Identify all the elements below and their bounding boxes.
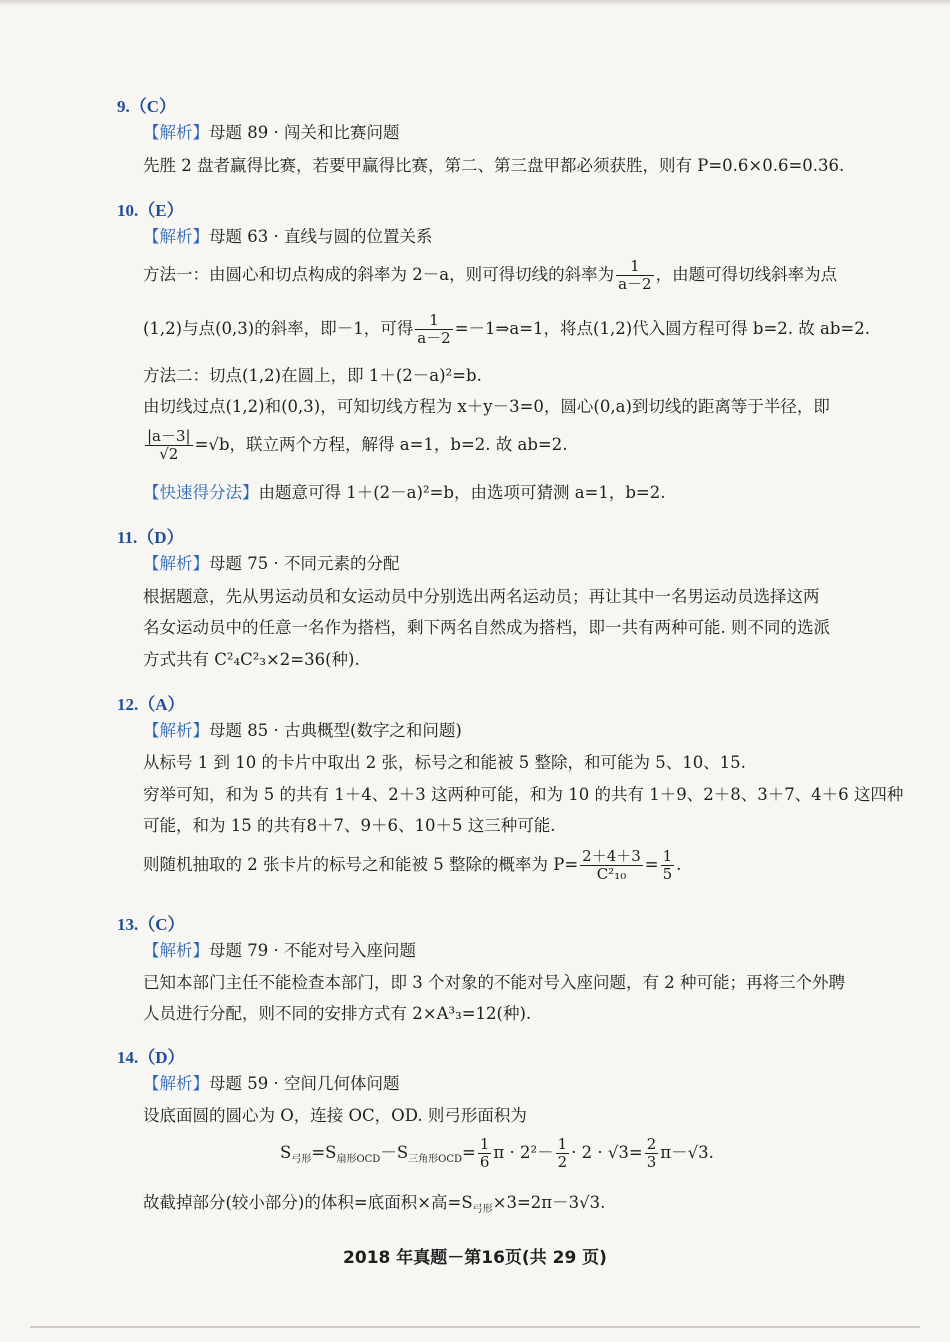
q11-line-1: 根据题意，先从男运动员和女运动员中分别选出两名运动员；再让其中一名男运动员选择这两 [143, 587, 820, 606]
q14-topic [143, 1073, 399, 1095]
fraction [556, 1136, 570, 1171]
bottom-edge [30, 1326, 920, 1328]
denominator: 2 [557, 1153, 568, 1171]
page-footer: 2018 年真题－第16页(共 29 页) [343, 1248, 607, 1268]
numerator: 1 [616, 258, 654, 276]
q12-line-2: 穷举可知，和为 5 的共有 1＋4、2＋3 这两种可能，和为 10 的共有 1＋9、2＋8、3＋7、4＋6 这四种 [143, 785, 904, 804]
q13-line-1: 已知本部门主任不能检查本部门，即 3 个对象的不能对号入座问题，有 2 种可能；再将三个外聘 [143, 973, 845, 992]
denominator: a－2 [618, 275, 652, 293]
text: =√b，联立两个方程，解得 a=1，b=2. 故 ab=2. [194, 435, 568, 454]
q11-line-2: 名女运动员中的任意一名作为搭档，剩下两名自然成为搭档，即一共有两种可能. 则不同的选派 [143, 618, 830, 637]
q9-line-1: 先胜 2 盘者赢得比赛，若要甲赢得比赛，第二、第三盘甲都必须获胜，则有 P=0.6×0.6=0.36. [143, 156, 845, 175]
topic-text: 母题 63 · 直线与圆的位置关系 [209, 227, 433, 246]
denominator: √2 [159, 445, 179, 463]
q14-number: 14.（D） [117, 1048, 185, 1067]
q14-line-1: 设底面圆的圆心为 O，连接 OC，OD. 则弓形面积为 [143, 1106, 527, 1125]
numerator: |a－3| [147, 427, 191, 445]
subscript: 三角形OCD [408, 1154, 463, 1165]
q10-line-3: 方法二：切点(1,2)在圆上，即 1＋(2－a)²=b. [143, 366, 482, 385]
analysis-tag: 【解析】 [143, 554, 209, 573]
q10-topic [143, 226, 432, 248]
symbol-s: S [280, 1143, 292, 1162]
analysis-tag: 【解析】 [143, 123, 209, 142]
denominator: 3 [646, 1153, 657, 1171]
q9-number: 9.（C） [117, 97, 177, 116]
denominator: 6 [479, 1153, 490, 1171]
q11-topic [143, 553, 399, 575]
q12-line-1: 从标号 1 到 10 的卡片中取出 2 张，标号之和能被 5 整除，和可能为 5、10、15. [143, 753, 746, 772]
denominator: C²₁₀ [596, 865, 627, 883]
subscript: 弓形 [291, 1154, 312, 1165]
text: · 2 · √3= [571, 1143, 643, 1162]
q10-line-5 [143, 428, 568, 463]
denominator: 5 [662, 865, 673, 883]
fraction [478, 1136, 492, 1171]
q10-line-4: 由切线过点(1,2)和(0,3)，可知切线方程为 x＋y－3=0，圆心(0,a)到切线的距离等于半径，即 [143, 397, 830, 416]
q12-line-3: 可能，和为 15 的共有8＋7、9＋6、10＋5 这三种可能. [143, 816, 556, 835]
text: 故截掉部分(较小部分)的体积=底面积×高=S [143, 1193, 473, 1212]
analysis-tag: 【解析】 [143, 941, 209, 960]
fast-method-tag: 【快速得分法】 [143, 483, 259, 502]
q9-topic [143, 122, 399, 144]
subscript: 弓形 [472, 1204, 493, 1215]
q14-equation: $S_{弓形}=S_{扇形OCD}-S_{三角形OCD}=$ $\frac{1}{6}$ π · 2²－ $\frac{1}{2}$ · 2 · √3= $\frac{2}{3}$ π－√3. [280, 1135, 714, 1171]
top-edge [0, 0, 950, 6]
text: =－1⇒a=1，将点(1,2)代入圆方程可得 b=2. 故 ab=2. [454, 319, 870, 338]
topic-text: 母题 59 · 空间几何体问题 [209, 1074, 400, 1093]
fraction [616, 258, 654, 293]
q12-line-4: 则随机抽取的 2 张卡片的标号之和能被 5 整除的概率为 P= $\frac{2+4+3}{\text{C²₁₀}}$ = $\frac{1}{5}$ . [143, 847, 682, 883]
numerator: 1 [479, 1135, 490, 1153]
text: π · 2²－ [493, 1143, 554, 1162]
text: 由题意可得 1＋(2－a)²=b，由选项可猜测 a=1，b=2. [258, 483, 666, 502]
q10-fast-method [143, 482, 666, 504]
q11-line-3: 方式共有 C²₄C²₃×2=36(种). [143, 650, 360, 669]
topic-text: 母题 75 · 不同元素的分配 [209, 554, 400, 573]
numerator: 2＋4＋3 [582, 847, 641, 865]
analysis-tag: 【解析】 [143, 721, 209, 740]
fraction [661, 848, 675, 883]
q13-topic [143, 940, 416, 962]
analysis-tag: 【解析】 [143, 227, 209, 246]
q12-number: 12.（A） [117, 695, 185, 714]
text: ，由题可得切线斜率为点 [655, 265, 838, 284]
q13-line-2: 人员进行分配，则不同的安排方式有 2×A³₃=12(种). [143, 1004, 532, 1023]
fraction [580, 848, 643, 883]
text: π－√3. [660, 1143, 714, 1162]
fraction [415, 312, 453, 347]
numerator: 1 [557, 1135, 568, 1153]
topic-text: 母题 79 · 不能对号入座问题 [209, 941, 416, 960]
topic-text: 母题 85 · 古典概型(数字之和问题) [209, 721, 462, 740]
q14-line-3 [143, 1192, 605, 1221]
q12-topic [143, 720, 462, 742]
fraction [645, 1136, 659, 1171]
q10-line-2 [143, 312, 870, 347]
denominator: a－2 [417, 329, 451, 347]
subscript: 扇形OCD [336, 1154, 381, 1165]
numerator: 1 [662, 847, 673, 865]
q10-number: 10.（E） [117, 201, 184, 220]
numerator: 1 [415, 312, 453, 330]
text: 则随机抽取的 2 张卡片的标号之和能被 5 整除的概率为 P= [143, 855, 579, 874]
topic-text: 母题 89 · 闯关和比赛问题 [209, 123, 400, 142]
q13-number: 13.（C） [117, 915, 185, 934]
q11-number: 11.（D） [117, 528, 184, 547]
text: ×3=2π－3√3. [492, 1193, 606, 1212]
text: 方法一：由圆心和切点构成的斜率为 2－a，则可得切线的斜率为 [143, 265, 615, 284]
text: (1,2)与点(0,3)的斜率，即－1，可得 [143, 319, 414, 338]
q10-line-1 [143, 258, 837, 293]
analysis-tag: 【解析】 [143, 1074, 209, 1093]
fraction [145, 428, 193, 463]
numerator: 2 [646, 1135, 657, 1153]
